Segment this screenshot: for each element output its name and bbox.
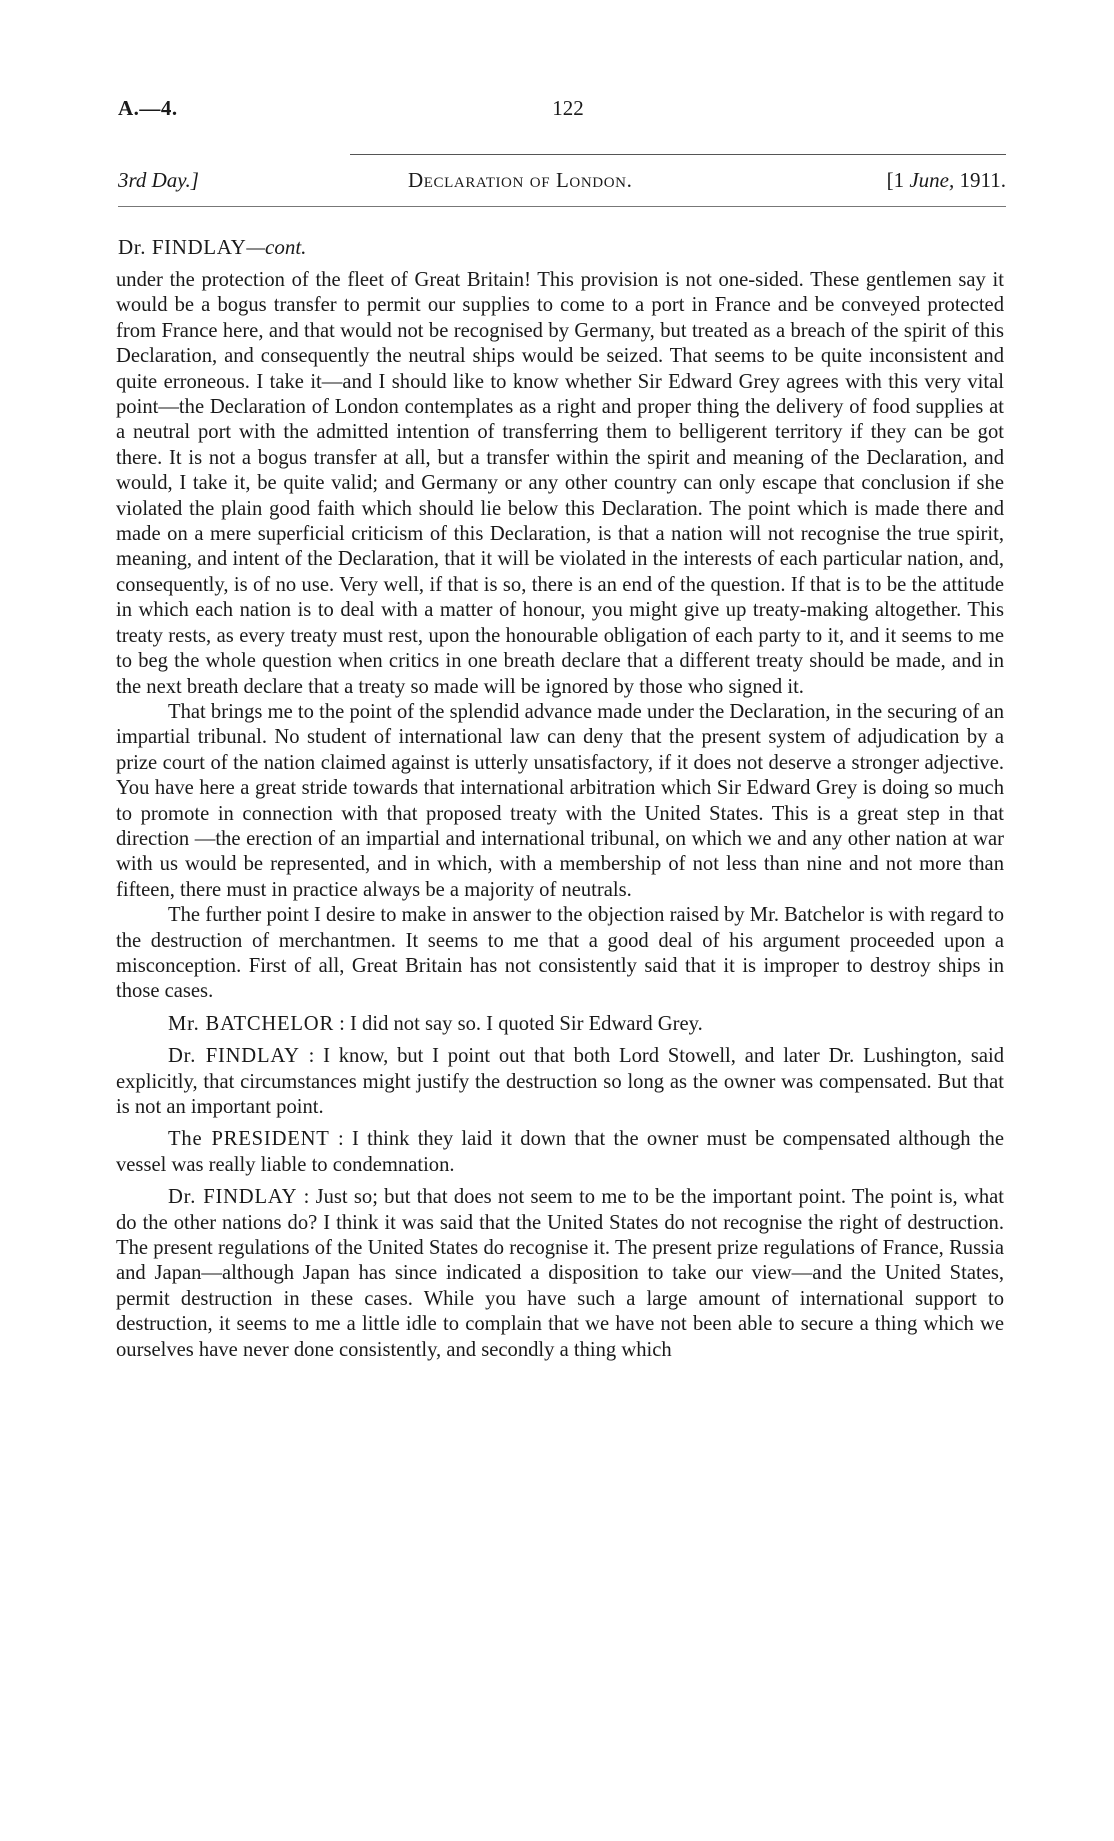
paragraph-text: : I think they laid it down that the owner must be compensated although the vessel was really liable to condemnation. <box>116 1128 1004 1176</box>
body-text <box>116 268 1004 1363</box>
paragraph-text: : Just so; but that does not seem to me to be the important point. The point is, what do the other nations do? I think it was said that the United States do not recognise the right of destruction. The present regulations of the United States do recognise it. The present prize regulations of France, Russia and Japan—although Japan has since indicated a disposition to take our view—and the United States, permit destruction in these cases. While you have such a large amount of international support to destruction, it seems to me a little idle to complain that we have not been able to secure a thing which we ourselves have never done consistently, and secondly a thing which <box>116 1186 1004 1361</box>
speaker-name: Dr. FINDLAY <box>168 1045 300 1068</box>
paragraph-text: : I know, but I point out that both Lord Stowell, and later Dr. Lushington, said explicitly, that circumstances might justify the destruction so long as the owner was compensated. But that is not an important point. <box>116 1045 1004 1118</box>
paragraph-text: : I did not say so. I quoted Sir Edward Grey. <box>339 1012 703 1035</box>
speaker-name: Dr. FINDLAY <box>168 1186 298 1209</box>
speaker-name: Mr. BATCHELOR <box>168 1012 335 1035</box>
speaker-heading-name: Dr. FINDLAY <box>118 235 247 259</box>
speaker-heading <box>118 235 306 260</box>
speaker-heading-cont: —cont. <box>246 235 307 259</box>
paragraph <box>116 1012 1004 1037</box>
running-head-date <box>887 168 1006 193</box>
paragraph <box>116 1044 1004 1120</box>
page-reference: A.—4. <box>118 96 178 120</box>
paragraph <box>116 1127 1004 1178</box>
running-head <box>118 154 1006 208</box>
paragraph: The further point I desire to make in answer to the objection raised by Mr. Batchelor is with regard to the destruction of merchantmen. It seems to me that a good deal of his argument proceeded upon a misconception. First of all, Great Britain has not consistently said that it is improper to destroy ships in those cases. <box>116 904 1004 1003</box>
page-header <box>118 96 1002 126</box>
running-head-row <box>118 168 1006 198</box>
running-head-top-rule <box>350 154 1006 155</box>
running-head-day: 3rd Day.] <box>118 168 199 192</box>
running-head-date-year: 1911. <box>954 168 1006 192</box>
running-head-date-month: June, <box>909 168 955 192</box>
paragraph <box>116 1185 1004 1363</box>
running-head-date-open: [1 <box>886 168 910 192</box>
page-number: 122 <box>552 96 584 120</box>
paragraph: That brings me to the point of the splendid advance made under the Declaration, in the securing of an impartial tribunal. No student of international law can deny that the present system of adjudication by a prize court of the nation claimed against is utterly unsatisfactory, if it does not deserve a stronger adjective. You have here a great stride towards that international arbitration which Sir Edward Grey is doing so much to promote in connection with that proposed treaty with the United States. This is a great step in that direction —the erection of an impartial and international tribunal, on which we and any other nation at war with us would be represented, and in which, with a membership of not less than nine and not more than fifteen, there must in practice always be a majority of neutrals. <box>116 700 1004 901</box>
running-head-title: Declaration of London. <box>408 168 633 192</box>
paragraph: under the protection of the fleet of Great Britain! This provision is not one-sided. These gentlemen say it would be a bogus transfer to permit our supplies to come to a port in France and be conveyed protected from France here, and that would not be recognised by Germany, but treated as a breach of the spirit of this Declaration, and consequently the neutral ships would be seized. That seems to be quite inconsistent and quite erroneous. I take it—and I should like to know whether Sir Edward Grey agrees with this very vital point—the Declaration of London contemplates as a right and proper thing the delivery of food supplies at a neutral port with the admitted intention of transferring them to belligerent territory if they can be got there. It is not a bogus transfer at all, but a transfer within the spirit and meaning of the Declaration, and would, I take it, be quite valid; and Germany or any other country can only escape that conclusion if she violated the plain good faith which should lie below this Declaration. The point which is made there and made on a mere superficial criticism of this Declaration, is that a nation will not recognise the true spirit, meaning, and intent of the Declaration, that it will be violated in the interests of each particular nation, and, consequently, is of no use. Very well, if that is so, there is an end of the question. If that is to be the attitude in which each nation is to deal with a matter of honour, you might give up treaty-making altogether. This treaty rests, as every treaty must rest, upon the honourable obligation of each party to it, and it seems to me to beg the whole question when critics in one breath declare that a different treaty should be made, and in the next breath declare that a treaty so made will be ignored by those who signed it. <box>116 269 1004 698</box>
speaker-name: The PRESIDENT <box>168 1128 330 1151</box>
running-head-bottom-rule <box>118 206 1006 207</box>
